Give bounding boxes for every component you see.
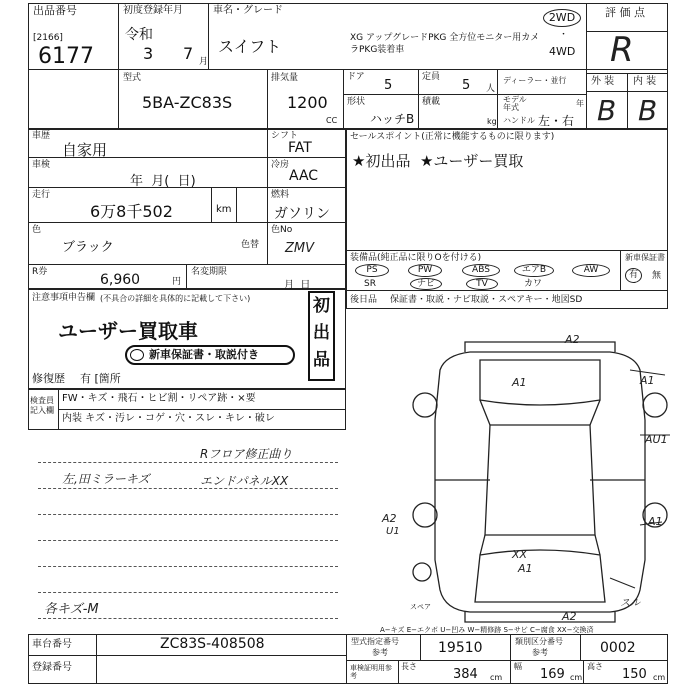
load-label: 積載 [422, 97, 441, 107]
diagram-label-a1-trunk: A1 [518, 562, 533, 575]
chassis-label: 車台番号 [32, 639, 72, 650]
after-label: 後日品 [350, 295, 378, 305]
first-reg-month: 7 [183, 44, 194, 63]
displacement-value: 1200 [287, 93, 328, 112]
shape-label: 形状 [347, 97, 366, 107]
inspector-row-1: FW・キズ・飛石・ヒビ割・リペア跡・×要 [62, 393, 256, 404]
eval-label: 評 価 点 [605, 6, 645, 19]
fuel-value: ガソリン [274, 206, 330, 222]
shift-label: シフト [271, 131, 299, 141]
first-reg-year: 3 [143, 44, 154, 63]
shape-value: ハッチB [370, 112, 415, 126]
lot-number: 6177 [38, 44, 94, 69]
color-code: ZMV [285, 241, 315, 256]
use-value: 自家用 [62, 141, 108, 159]
inspector-row-2: 内装 キズ・汚レ・コゲ・穴・スレ・キレ・破レ [62, 413, 275, 424]
equipment-label: 装備品(純正品に限りOを付ける) [350, 253, 482, 263]
color-value: ブラック [62, 240, 114, 255]
type-spec-sub: 参考 [372, 648, 388, 657]
color-label: 色 [32, 225, 42, 235]
inspector-label: 検査員記入欄 [30, 396, 54, 415]
height-label: 高さ [587, 662, 603, 671]
first-listing-char-3: 品 [313, 350, 330, 370]
warranty-yes: 有 [625, 268, 642, 283]
name-grade-label: 車名・グレード [213, 5, 283, 16]
notes-sub: (不具合の詳細を具体的に記載して下さい) [100, 294, 251, 303]
doors-value: 5 [384, 78, 393, 93]
notes-label: 注意事項申告欄 [32, 293, 96, 303]
length-value: 384 [453, 667, 478, 682]
equip-ps: PS [355, 264, 389, 277]
inspection-label: 車検 [32, 160, 51, 170]
type-spec-value: 19510 [438, 640, 483, 656]
diagram-label-a2-bottom: A2 [562, 610, 577, 623]
model-label: 型式 [123, 73, 142, 83]
type-spec-label: 型式指定番号 [351, 637, 399, 646]
use-label: 車歴 [32, 131, 51, 141]
note-bottom: 各キズ-M [44, 602, 99, 617]
diagram-label-au1: AU1 [645, 433, 668, 446]
equip-sr: SR [364, 279, 376, 289]
eval-score: R [610, 30, 634, 70]
warranty-no: 無 [652, 271, 662, 281]
diagram-label-a1-right: A1 [648, 515, 663, 528]
recycle-unit: 円 [172, 277, 182, 287]
after-value: 保証書・取説・ナビ取説・スペアキー・地図SD [390, 295, 583, 305]
model-year-unit: 年 [576, 99, 584, 108]
diagram-label-u1: U1 [386, 526, 400, 537]
handle-label: ハンドル [503, 116, 535, 125]
repair-label: 修復歴 [32, 372, 65, 385]
note-right-2: エンドパネルXX [200, 474, 289, 488]
exterior-grade: B [597, 94, 617, 127]
repair-value: 有 [箇所 [80, 372, 121, 385]
car-name: スイフト [218, 37, 282, 56]
mileage-label: 走行 [32, 190, 51, 200]
interior-grade: B [638, 94, 658, 127]
grade-line-1: XG アップグレードPKG 全方位モニター用カメ [350, 33, 540, 43]
color-code-label: 色No [271, 225, 293, 235]
displacement-label: 排気量 [271, 73, 299, 83]
diagram-label-a2-top: A2 [565, 333, 580, 346]
capacity-value: 5 [462, 78, 471, 93]
capacity-label: 定員 [422, 72, 441, 82]
recycle-label: R券 [32, 267, 48, 277]
notes-main-text: ユーザー買取車 [58, 319, 198, 343]
diagram-label-sul: スル [620, 598, 640, 609]
drive-4wd: 4WD [549, 45, 576, 58]
first-reg-label: 初度登録年月 [123, 5, 183, 16]
class-value: 0002 [600, 640, 636, 656]
diagram-label-a1-roof: A1 [512, 376, 527, 389]
damage-legend: A−キズ E−エクボ U−凹み W−精修跡 S−サビ C−腐食 XX−交換済 [380, 626, 594, 634]
mileage-unit: km [216, 204, 232, 215]
recycle-value: 6,960 [100, 272, 141, 288]
first-listing-box [308, 291, 335, 381]
name-change-value: 月 日 [284, 280, 311, 291]
doors-label: ドア [347, 72, 365, 82]
model-year-label: モデル年式 [503, 95, 527, 112]
repaint-label: 色替 [241, 240, 260, 250]
width-value: 169 [540, 667, 565, 682]
diagram-label-xx: XX [512, 548, 528, 561]
first-listing-char-2: 出 [313, 323, 330, 343]
lot-number-label: 出品番号 [33, 4, 77, 17]
fuel-label: 燃料 [271, 190, 290, 200]
length-label: 長さ [401, 662, 417, 671]
displacement-unit: CC [326, 116, 338, 125]
cert-label: 車検証明用参考 [350, 664, 392, 680]
warranty-label: 新車保証書 [625, 253, 665, 262]
warranty-stamp [125, 345, 295, 365]
equip-leather: カワ [524, 279, 543, 289]
stamp-text: 新車保証書・取説付き [149, 348, 259, 361]
mileage-value: 6万8千502 [90, 202, 173, 221]
drive-2wd-circle: 2WD [543, 9, 581, 27]
stamp-circle-icon [130, 349, 144, 361]
width-unit: cm [570, 673, 583, 682]
lot-number-small: [2166] [33, 33, 63, 43]
equip-abs: ABS [462, 264, 500, 277]
equip-aw: AW [572, 264, 610, 277]
equip-pw: PW [408, 264, 442, 277]
diagram-label-a1-front: A1 [640, 374, 655, 387]
length-unit: cm [490, 673, 503, 682]
height-value: 150 [622, 667, 647, 682]
note-right-1: Rフロア修正曲り [200, 447, 293, 461]
ac-label: 冷房 [271, 160, 290, 170]
width-label: 幅 [514, 662, 522, 671]
first-reg-era: 令和 [125, 27, 153, 43]
first-listing-char-1: 初 [313, 296, 330, 316]
first-reg-month-unit: 月 [199, 57, 209, 67]
grade-line-2: ラPKG装着車 [350, 45, 405, 55]
equip-airbag: エアB [514, 264, 554, 277]
note-left-1: 左,田ミラーキズ [62, 472, 150, 486]
inspection-value: 年 月( 日) [130, 174, 196, 189]
name-change-label: 名変期限 [191, 267, 228, 277]
ac-value: AAC [289, 168, 319, 184]
interior-label: 内 装 [633, 76, 657, 87]
handle-value: 左・右 [538, 114, 575, 128]
load-unit: kg [487, 117, 497, 126]
selling-text: ★初出品 ★ユーザー買取 [352, 152, 524, 170]
class-sub: 参考 [532, 648, 548, 657]
diagram-label-spare: スペア [410, 603, 431, 611]
class-label: 類別区分番号 [515, 637, 563, 646]
shift-value: FAT [288, 140, 312, 156]
dealer-label: ディーラー・並行 [503, 76, 567, 85]
drive-dot: ・ [559, 30, 569, 40]
capacity-unit: 人 [486, 84, 496, 94]
exterior-label: 外 装 [591, 76, 615, 87]
selling-label: セールスポイント(正常に機能するものに限ります) [350, 132, 555, 142]
model-value: 5BA-ZC83S [142, 93, 233, 112]
height-unit: cm [653, 673, 666, 682]
reg-label: 登録番号 [32, 662, 72, 673]
equip-tv: TV [466, 278, 498, 290]
chassis-value: ZC83S-408508 [160, 636, 265, 652]
diagram-label-a2-left: A2 [382, 512, 397, 525]
equip-navi: ナビ [410, 278, 442, 290]
